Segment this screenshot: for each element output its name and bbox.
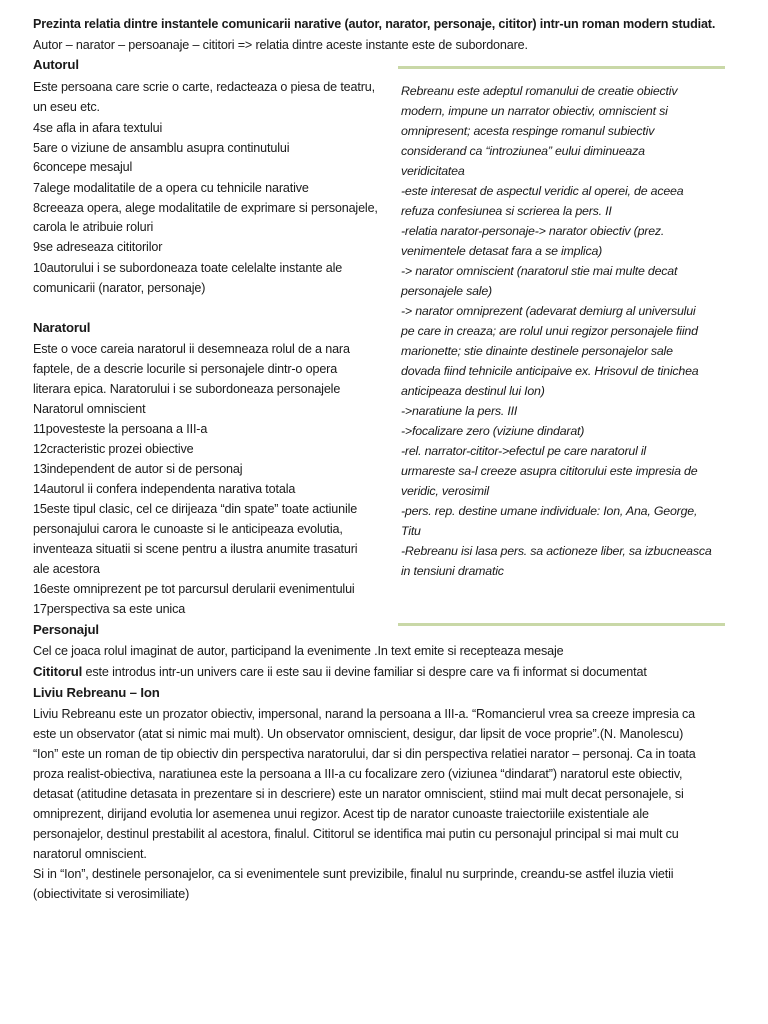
naratorul-line: 17perspectiva sa este unica	[33, 602, 186, 616]
ion-line: omniprezent, dirijand evolutia lor asemenea unui regizor. Acest tip de narator cunoaste traiectoriile existentiale ale	[33, 807, 649, 821]
autorul-line: comunicarii (narator, personaje)	[33, 281, 206, 295]
ion-line: naratorul omniscient.	[33, 847, 147, 861]
cititorul-text: este introdus intr-un univers care ii este sau ii devine familiar si despre care va fi informat si documentat	[82, 665, 647, 679]
sidebar-line: -pers. rep. destine umane individuale: Ion, Ana, George,	[401, 504, 698, 518]
sidebar-line: -este interesat de aspectul veridic al operei, de aceea	[401, 184, 684, 198]
ion-line: detasat (atitudine detasata in prezentare si in descriere) este un narator omniscient, stiind mai mult decat personajele, si	[33, 787, 684, 801]
sidebar-line: veridic, verosimil	[401, 484, 489, 498]
sidebar-line: -> narator omniprezent (adevarat demiurg al universului	[401, 304, 696, 318]
sidebar-line: venimentele detasat fara a se implica)	[401, 244, 603, 258]
autorul-line: carola le atribuie roluri	[33, 220, 154, 234]
autorul-line: 9se adreseaza cititorilor	[33, 240, 163, 254]
ion-line: Si in “Ion”, destinele personajelor, ca si evenimentele sunt previzibile, finalul nu surprinde, creandu-se astfel iluzia vietii	[33, 867, 674, 881]
sidebar-line: in tensiuni dramatic	[401, 564, 504, 578]
naratorul-heading: Naratorul	[33, 320, 91, 335]
autorul-heading: Autorul	[33, 57, 79, 72]
naratorul-line: Naratorul omniscient	[33, 402, 146, 416]
sidebar-line: veridicitatea	[401, 164, 465, 178]
sidebar-line: refuza confesiunea si scrierea la pers. II	[401, 204, 612, 218]
sidebar-line: -rel. narrator-cititor->efectul pe care naratorul il	[401, 444, 646, 458]
ion-line: (obiectivitate si verosimiliate)	[33, 887, 190, 901]
autorul-line: 7alege modalitatile de a opera cu tehnicile narative	[33, 181, 309, 195]
naratorul-line: faptele, de a descrie locurile si personajele dintr-o opera	[33, 362, 338, 376]
sidebar-line: pe care in creaza; are rolul unui regizor personajele fiind	[401, 324, 698, 338]
naratorul-line: 12cracteristic prozei obiective	[33, 442, 194, 456]
sidebar-line: urmareste sa-l creeze asupra cititorului este impresia de	[401, 464, 698, 478]
naratorul-line: 15este tipul clasic, cel ce dirijeaza “din spate” toate actiunile	[33, 502, 358, 516]
sidebar-line: marionette; stie dinainte destinele personajelor sale	[401, 344, 673, 358]
ion-line: “Ion” este un roman de tip obiectiv din perspectiva naratorului, dar si din perspectiva relatiei narator – personaj. Ca in toata	[33, 747, 696, 761]
autorul-line: 6concepe mesajul	[33, 160, 133, 174]
ion-line: proza realist-obiectiva, naratiunea este la persoana a III-a cu focalizare zero (viziunea “dindarat”) naratorul este obiectiv,	[33, 767, 683, 781]
cititorul-paragraph	[33, 662, 647, 682]
naratorul-line: 16este omniprezent pe tot parcursul derularii evenimentului	[33, 582, 355, 596]
sidebar-line: considerand ca “introziunea” eului diminueaza	[401, 144, 645, 158]
ion-heading: Liviu Rebreanu – Ion	[33, 685, 160, 700]
autorul-line: 5are o viziune de ansamblu asupra continutului	[33, 141, 290, 155]
sidebar-line: Titu	[401, 524, 421, 538]
sidebar-line: dovada fiind tehnicile anticipaive ex. Hrisovul de tinichea	[401, 364, 699, 378]
ion-line: Liviu Rebreanu este un prozator obiectiv, impersonal, narand la persoana a III-a. “Romancierul vrea sa creeze impresia ca	[33, 707, 696, 721]
naratorul-line: 14autorul ii confera independenta narativa totala	[33, 482, 296, 496]
sidebar-line: anticipeaza destinul lui Ion)	[401, 384, 545, 398]
naratorul-line: personajului carora le cunoaste si le anticipeaza evolutia,	[33, 522, 343, 536]
ion-line: personajelor, destinul prestabilit al acestora, finalul. Cititorul se identifica mai putin cu personajul principal si mai mult cu	[33, 827, 679, 841]
sidebar-line: -> narator omniscient (naratorul stie mai multe decat	[401, 264, 678, 278]
naratorul-line: literara epica. Naratorului i se subordoneaza personajele	[33, 382, 341, 396]
naratorul-line: inventeaza situatii si scene pentru a ilustra anumite trasaturi	[33, 542, 358, 556]
intro-statement: Autor – narator – persoanaje – cititori => relatia dintre aceste instante este de subordonare.	[33, 38, 528, 52]
naratorul-line: ale acestora	[33, 562, 100, 576]
personajul-heading: Personajul	[33, 622, 99, 637]
naratorul-line: 13independent de autor si de personaj	[33, 462, 243, 476]
ion-line: este un observator (atat si nimic mai mult). Un observator omniscient, desigur, dar lipsit de voce proprie”.(N. Manolescu)	[33, 727, 684, 741]
sidebar-line: modern, impune un narrator obiectiv, omniscient si	[401, 104, 668, 118]
autorul-line: Este persoana care scrie o carte, redacteaza o piesa de teatru,	[33, 80, 375, 94]
autorul-line: 10autorului i se subordoneaza toate celelalte instante ale	[33, 261, 343, 275]
sidebar-line: -Rebreanu isi lasa pers. sa actioneze liber, sa izbucneasca	[401, 544, 712, 558]
sidebar-line: ->naratiune la pers. III	[401, 404, 518, 418]
sidebar-bottom-rule	[398, 623, 725, 626]
sidebar-line: personajele sale)	[401, 284, 492, 298]
sidebar-line: -relatia narator-personaje-> narator obiectiv (prez.	[401, 224, 665, 238]
sidebar-line: omnipresent; acesta respinge romanul subiectiv	[401, 124, 655, 138]
sidebar-top-rule	[398, 66, 725, 69]
autorul-line: 4se afla in afara textului	[33, 121, 163, 135]
cititorul-heading: Cititorul	[33, 664, 83, 679]
autorul-line: 8creeaza opera, alege modalitatile de exprimare si personajele,	[33, 201, 378, 215]
naratorul-line: 11povesteste la persoana a III-a	[33, 422, 208, 436]
intro-question: Prezinta relatia dintre instantele comunicarii narative (autor, narator, personaje, cititor) intr-un roman modern studiat.	[33, 17, 716, 31]
autorul-line: un eseu etc.	[33, 100, 100, 114]
sidebar-line: Rebreanu este adeptul romanului de creatie obiectiv	[401, 84, 678, 98]
naratorul-line: Este o voce careia naratorul ii desemneaza rolul de a nara	[33, 342, 350, 356]
sidebar-line: ->focalizare zero (viziune dindarat)	[401, 424, 585, 438]
personajul-text: Cel ce joaca rolul imaginat de autor, participand la evenimente .In text emite si recepteaza mesaje	[33, 644, 564, 658]
